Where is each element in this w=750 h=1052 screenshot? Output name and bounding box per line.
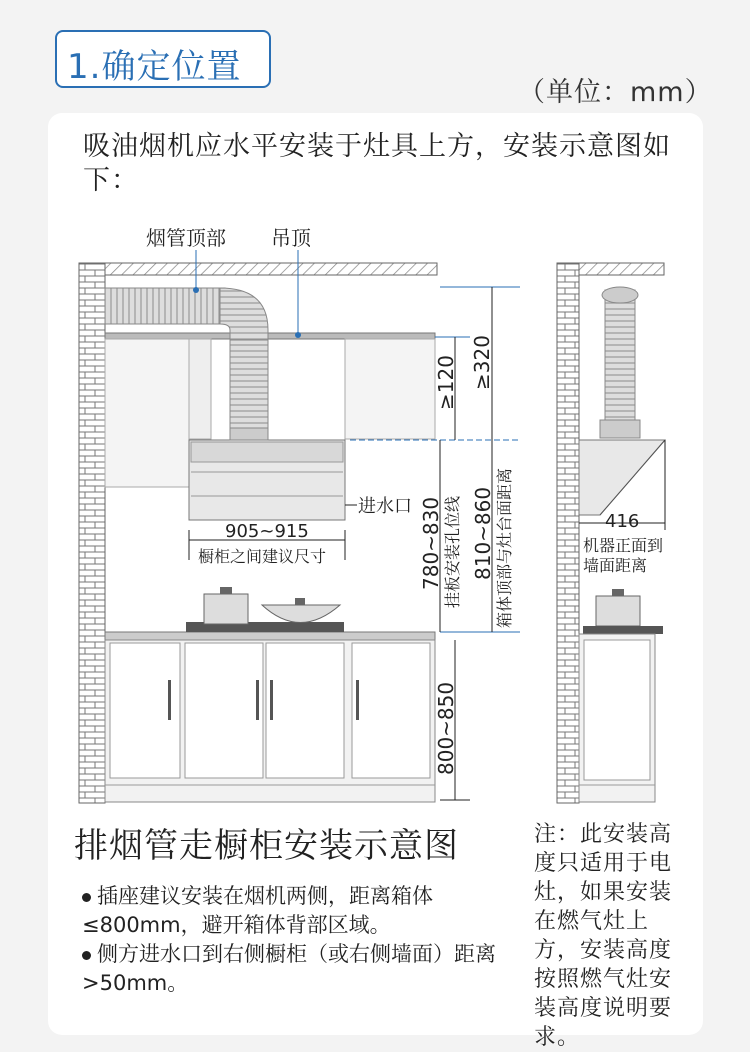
drop-ceiling: [105, 333, 435, 339]
upper-cabinet-right: [345, 339, 435, 439]
horizontal-duct: [105, 288, 225, 324]
diagram-caption: 排烟管走橱柜安装示意图: [74, 826, 459, 866]
bullet-water-inlet: 侧方进水口到右侧橱柜（或右侧墙面）距离>50mm。: [82, 942, 496, 995]
intro-text: 吸油烟机应水平安装于灶具上方，安装示意图如下：: [83, 131, 671, 196]
ceiling-slab: [105, 263, 437, 275]
dim-416: 416: [605, 511, 640, 532]
label-cabinet-gap: 橱柜之间建议尺寸: [198, 547, 327, 566]
label-ceiling: 吊顶: [271, 226, 311, 250]
label-box-top: 箱体顶部与灶台面距离: [495, 467, 514, 628]
right-ceiling: [579, 263, 664, 275]
wok: [262, 605, 340, 623]
dim-810: 810~860: [471, 486, 495, 580]
dim-780: 780~830: [419, 496, 443, 590]
dim-width: 905~915: [225, 521, 309, 542]
bullet-socket: 插座建议安装在烟机两侧，距离箱体≤800mm，避开箱体背部区域。: [82, 884, 433, 937]
side-pot: [596, 596, 640, 626]
dim-320: ≥320: [470, 335, 494, 390]
upper-cabinet-left: [105, 339, 189, 487]
upper-cabinet-left-inner: [189, 339, 211, 439]
height-note: 注：此安装高度只适用于电灶，如果安装在燃气灶上方，安装高度按照燃气灶安装高度说明要求。: [534, 822, 673, 1050]
label-front-wall-2: 墙面距离: [583, 556, 648, 575]
countertop: [105, 632, 435, 640]
label-water-inlet: 进水口: [358, 496, 412, 517]
label-duct-top: 烟管顶部: [146, 226, 226, 250]
pot: [204, 594, 248, 624]
bullet-dot-icon: [82, 893, 91, 902]
vertical-duct: [230, 340, 268, 430]
dim-120: ≥120: [434, 355, 458, 410]
right-brick-wall: [557, 263, 579, 803]
range-hood-panel: [191, 442, 343, 462]
left-brick-wall: [79, 263, 105, 803]
label-front-wall-1: 机器正面到: [583, 536, 664, 555]
side-duct: [605, 290, 635, 420]
section-title: 1.确定位置: [67, 47, 242, 87]
label-hang-line: 挂板安装孔位线: [443, 495, 462, 608]
dim-800: 800~850: [434, 681, 458, 775]
side-hood: [579, 440, 665, 515]
bullet-dot-icon: [82, 951, 91, 960]
unit-note: （单位：mm）: [518, 77, 713, 108]
